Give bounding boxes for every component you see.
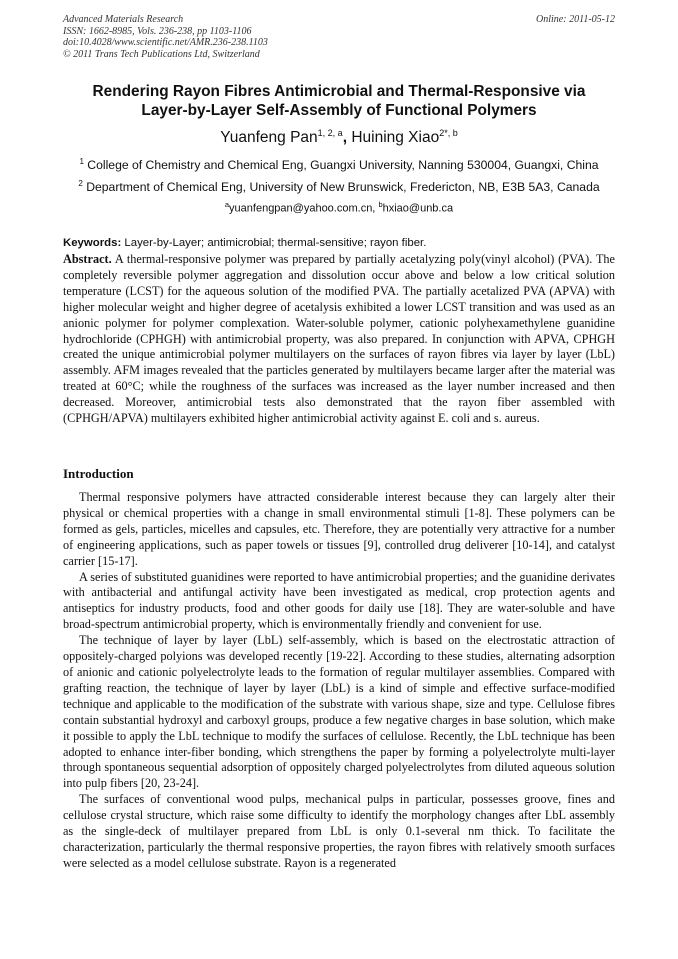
copyright-line: © 2011 Trans Tech Publications Ltd, Switzerland xyxy=(63,48,260,60)
keywords xyxy=(63,237,618,249)
paper-title xyxy=(50,82,628,120)
email-b[interactable]: hxiao@unb.ca xyxy=(382,202,454,215)
journal-header xyxy=(63,14,615,60)
introduction-heading: Introduction xyxy=(63,466,134,481)
abstract xyxy=(63,252,615,427)
email-line xyxy=(40,200,638,215)
email-a-mark: a xyxy=(224,200,230,209)
introduction-body xyxy=(63,490,615,872)
affiliation-1 xyxy=(40,157,638,172)
keywords-label: Keywords: xyxy=(63,237,122,249)
author-1: Yuanfeng Pan xyxy=(220,129,318,147)
intro-paragraph-4: The surfaces of conventional wood pulps, mechanical pulps in particular, possesses groove, fines and cellulose crystal structure, which raise some difficulty to identify the morphology changes after LbL assembly as the single-deck of multilayer prepared from LbL is only 0.1-several nm thick. To facilitate the characterization, particularly the thermal responsive properties, the rayon fibres with relatively smooth surfaces were selected as a model cellulose substrate. Rayon is a regenerated xyxy=(63,792,615,870)
affiliation-1-mark: 1 xyxy=(79,157,84,166)
intro-paragraph-1: Thermal responsive polymers have attracted considerable interest because they can largely alter their physical or chemical properties with a change in small environmental stimuli [1-8]. These polymers can be formed as gels, particles, micelles and capsules, etc. Therefore, they are potentially very attractive for a number of engineering applications, such as paper towels or tissues [9], controlled drug deliverer [10-14], and catalyst carrier [15-17]. xyxy=(63,490,615,568)
author-list xyxy=(40,128,638,147)
affiliation-1-text: College of Chemistry and Chemical Eng, Guangxi University, Nanning 530004, Guangxi, China xyxy=(87,158,599,173)
abstract-label: Abstract. xyxy=(63,252,112,266)
intro-paragraph-2: A series of substituted guanidines were reported to have antimicrobial properties; and the guanidine derivates with antibacterial and antifungal activity have been investigated as medical, crop protection agents and antiseptics for industry products, food and other goods for daily use [18]. They are water-soluble and have broad-spectrum antimicrobial property, which is environmentally friendly and convenient for use. xyxy=(63,569,615,632)
affiliation-2-mark: 2 xyxy=(78,179,83,188)
keywords-text: Layer-by-Layer; antimicrobial; thermal-sensitive; rayon fiber. xyxy=(124,237,427,249)
title-line-2: Layer-by-Layer Self-Assembly of Functional Polymers xyxy=(141,102,537,119)
doi-line: doi:10.4028/www.scientific.net/AMR.236-238.1103 xyxy=(63,37,268,49)
email-b-mark: b xyxy=(378,200,383,209)
title-line-1: Rendering Rayon Fibres Antimicrobial and Thermal-Responsive via xyxy=(92,83,586,100)
author-2: Huining Xiao xyxy=(351,129,440,147)
issn-line: ISSN: 1662-8985, Vols. 236-238, pp 1103-1106 xyxy=(63,25,252,37)
email-a[interactable]: yuanfengpan@yahoo.com.cn, xyxy=(229,202,376,215)
author-2-affil: 2*, b xyxy=(439,128,458,138)
author-separator: , xyxy=(342,129,347,147)
affiliation-2 xyxy=(40,179,638,194)
intro-paragraph-3: The technique of layer by layer (LbL) self-assembly, which is based on the electrostatic attraction of oppositely-charged polyions was developed recently [19-22]. According to these studies, alternating adsorption of anionic and cationic polyelectrolyte leads to the formation of regular multilayer assemblies. Compared with grafting reaction, the technique of layer by layer (LbL) is a kind of simple and effective surface-modified technique and applicable to the modification of the substrate with various shape, size and type. Cellulose fibres contain substantial hydroxyl and carboxyl groups, produce a few negative charges in base solution, which make it possible to apply the LbL technique to modify the surfaces of cellulose. Recently, the LbL technique has been adopted to enhance inter-fiber bonding, which strengthens the paper by forming a polyelectrolyte multi-layer through spontaneous sequential adsorption of oppositely charged polyelectrolytes from diluted aqueous solution into pulp fibers [20, 23-24]. xyxy=(63,633,615,791)
journal-name: Advanced Materials Research xyxy=(63,14,184,25)
affiliation-2-text: Department of Chemical Eng, University of New Brunswick, Fredericton, NB, E3B 5A3, Canada xyxy=(86,180,600,195)
online-date: Online: 2011-05-12 xyxy=(536,14,615,25)
abstract-text: A thermal-responsive polymer was prepared by partially acetalyzing poly(vinyl alcohol) (PVA). The completely reversible polymer aggregation and dissolution occur above and below a low critical solution temperature (LCST) for the aqueous solution of the modified PVA. The partially acetalized PVA (APVA) with higher molecular weight and higher degree of acetalysis exhibited a lower LCST transition and was used as an anionic polymer for polymer complexation. Water-soluble polymer, cationic polyhexamethylene guanidine hydrochloride (CPHGH) with antimicrobial property, was also prepared. In conjunction with APVA, CPHGH created the unique antimicrobial polymer multilayers on the surfaces of rayon fibres via layer by layer (LbL) assembly. AFM images revealed that the particles generated by multilayers became larger after the material was treated at 60°C; while the roughness of the surfaces was increased as the layer number increased and then decreased. Moreover, antimicrobial tests also demonstrated that the rayon fiber assembled with (CPHGH/APVA) multilayers exhibited higher antimicrobial activity against E. coli and s. aureus. xyxy=(63,252,615,426)
author-1-affil: 1, 2, a xyxy=(317,128,343,138)
